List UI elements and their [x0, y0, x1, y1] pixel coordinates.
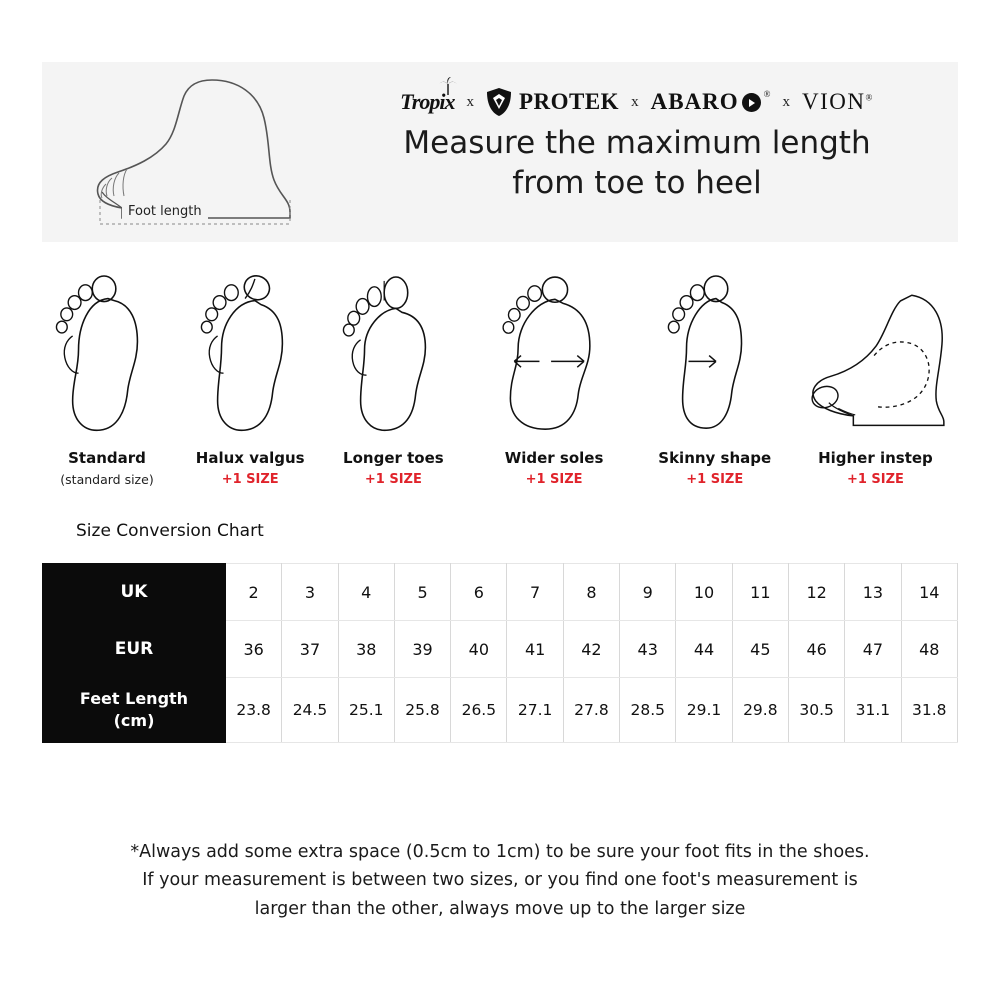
foot-type-wider-soles	[472, 258, 637, 508]
foot-type-plus: +1 SIZE	[221, 472, 279, 487]
brand-separator-2: x	[631, 93, 639, 110]
row-header-uk: UK	[43, 564, 226, 621]
cell-feet-1: 23.8	[226, 678, 282, 743]
cell-eur-11: 46	[788, 621, 844, 678]
cell-uk-3: 4	[338, 564, 394, 621]
foot-type-plus: +1 SIZE	[364, 472, 422, 487]
table-row-uk	[43, 564, 958, 621]
brand-separator-1: x	[466, 93, 474, 110]
footprint-standard-icon	[42, 258, 172, 443]
headline	[332, 124, 942, 203]
row-header-feet-length-line2: (cm)	[113, 711, 155, 730]
footnote-line-2: If your measurement is between two sizes, or you find one foot's measurement is	[142, 870, 858, 891]
foot-type-name: Skinny shape	[658, 449, 772, 467]
cell-uk-7: 8	[563, 564, 619, 621]
row-header-feet-length-line1: Feet Length	[79, 689, 189, 709]
cell-feet-2: 24.5	[282, 678, 338, 743]
foot-type-row	[42, 258, 958, 508]
cell-feet-10: 29.8	[732, 678, 788, 743]
cell-eur-4: 39	[394, 621, 450, 678]
brand-protek-logo	[486, 87, 619, 117]
foot-type-skinny-shape	[650, 258, 780, 508]
headline-line-2: from toe to heel	[512, 164, 762, 201]
registered-mark-abaro: ®	[763, 89, 771, 99]
foot-type-name: Wider soles	[504, 449, 604, 467]
foot-type-halux-valgus	[185, 258, 315, 508]
foot-type-name: Halux valgus	[195, 449, 305, 467]
foot-type-higher-instep	[793, 258, 958, 508]
cell-feet-13: 31.8	[901, 678, 957, 743]
cell-feet-8: 28.5	[620, 678, 676, 743]
cell-eur-9: 44	[676, 621, 732, 678]
cell-feet-9: 29.1	[676, 678, 732, 743]
cell-feet-5: 26.5	[451, 678, 507, 743]
cell-feet-6: 27.1	[507, 678, 563, 743]
footnote-line-1: *Always add some extra space (0.5cm to 1cm) to be sure your foot fits in the shoes.	[130, 842, 870, 862]
cell-eur-12: 47	[845, 621, 901, 678]
size-conversion-table	[42, 563, 958, 743]
cell-uk-13: 14	[901, 564, 957, 621]
cell-feet-11: 30.5	[788, 678, 844, 743]
play-dot-icon	[742, 93, 761, 112]
brand-tropix-logo	[400, 89, 454, 115]
brand-abaro-text: ABARO	[650, 89, 739, 114]
cell-uk-4: 5	[394, 564, 450, 621]
brand-row	[332, 82, 942, 122]
foot-length-label: Foot length	[122, 204, 208, 219]
headline-line-1: Measure the maximum length	[403, 125, 871, 161]
footnote-line-3: larger than the other, always move up to the larger size	[254, 898, 746, 919]
cell-uk-1: 2	[226, 564, 282, 621]
brand-separator-3: x	[782, 93, 790, 110]
chart-title: Size Conversion Chart	[76, 521, 264, 541]
registered-mark-vion: ®	[865, 92, 874, 103]
brand-abaro-logo	[651, 89, 771, 115]
foot-higher-instep-icon	[793, 258, 958, 443]
cell-eur-6: 41	[507, 621, 563, 678]
cell-feet-7: 27.8	[563, 678, 619, 743]
cell-feet-3: 25.1	[338, 678, 394, 743]
footprint-halux-valgus-icon	[185, 258, 315, 443]
cell-uk-2: 3	[282, 564, 338, 621]
table-row-eur	[43, 621, 958, 678]
cell-eur-13: 48	[901, 621, 957, 678]
shield-icon	[486, 87, 512, 117]
cell-eur-1: 36	[226, 621, 282, 678]
brand-vion-text: VION	[801, 89, 866, 114]
cell-eur-7: 42	[563, 621, 619, 678]
footprint-longer-toes-icon	[328, 258, 458, 443]
foot-type-plus: +1 SIZE	[846, 472, 904, 487]
cell-uk-9: 10	[676, 564, 732, 621]
cell-eur-2: 37	[282, 621, 338, 678]
cell-eur-8: 43	[620, 621, 676, 678]
footprint-skinny-shape-icon	[650, 258, 780, 443]
cell-uk-11: 12	[788, 564, 844, 621]
foot-type-name: Longer toes	[343, 449, 444, 467]
foot-type-name: Standard	[68, 449, 146, 467]
header-band	[42, 62, 958, 242]
foot-type-longer-toes	[328, 258, 458, 508]
footnote	[50, 838, 950, 923]
palm-tree-icon	[438, 77, 458, 95]
brand-vion-logo	[802, 89, 874, 115]
cell-eur-5: 40	[451, 621, 507, 678]
table-row-feet-length	[43, 678, 958, 743]
cell-eur-3: 38	[338, 621, 394, 678]
cell-uk-5: 6	[451, 564, 507, 621]
foot-type-note: (standard size)	[60, 472, 154, 487]
cell-uk-12: 13	[845, 564, 901, 621]
footprint-wider-soles-icon	[472, 258, 637, 443]
row-header-feet-length	[43, 678, 226, 743]
foot-type-name: Higher instep	[818, 449, 933, 467]
foot-type-standard	[42, 258, 172, 508]
brand-protek-text: PROTEK	[518, 89, 620, 114]
cell-uk-6: 7	[507, 564, 563, 621]
foot-type-plus: +1 SIZE	[686, 472, 744, 487]
cell-uk-10: 11	[732, 564, 788, 621]
cell-feet-12: 31.1	[845, 678, 901, 743]
row-header-eur: EUR	[43, 621, 226, 678]
cell-eur-10: 45	[732, 621, 788, 678]
cell-feet-4: 25.8	[394, 678, 450, 743]
foot-type-plus: +1 SIZE	[525, 472, 583, 487]
cell-uk-8: 9	[620, 564, 676, 621]
brand-tropix-text: Tropix	[400, 89, 455, 114]
